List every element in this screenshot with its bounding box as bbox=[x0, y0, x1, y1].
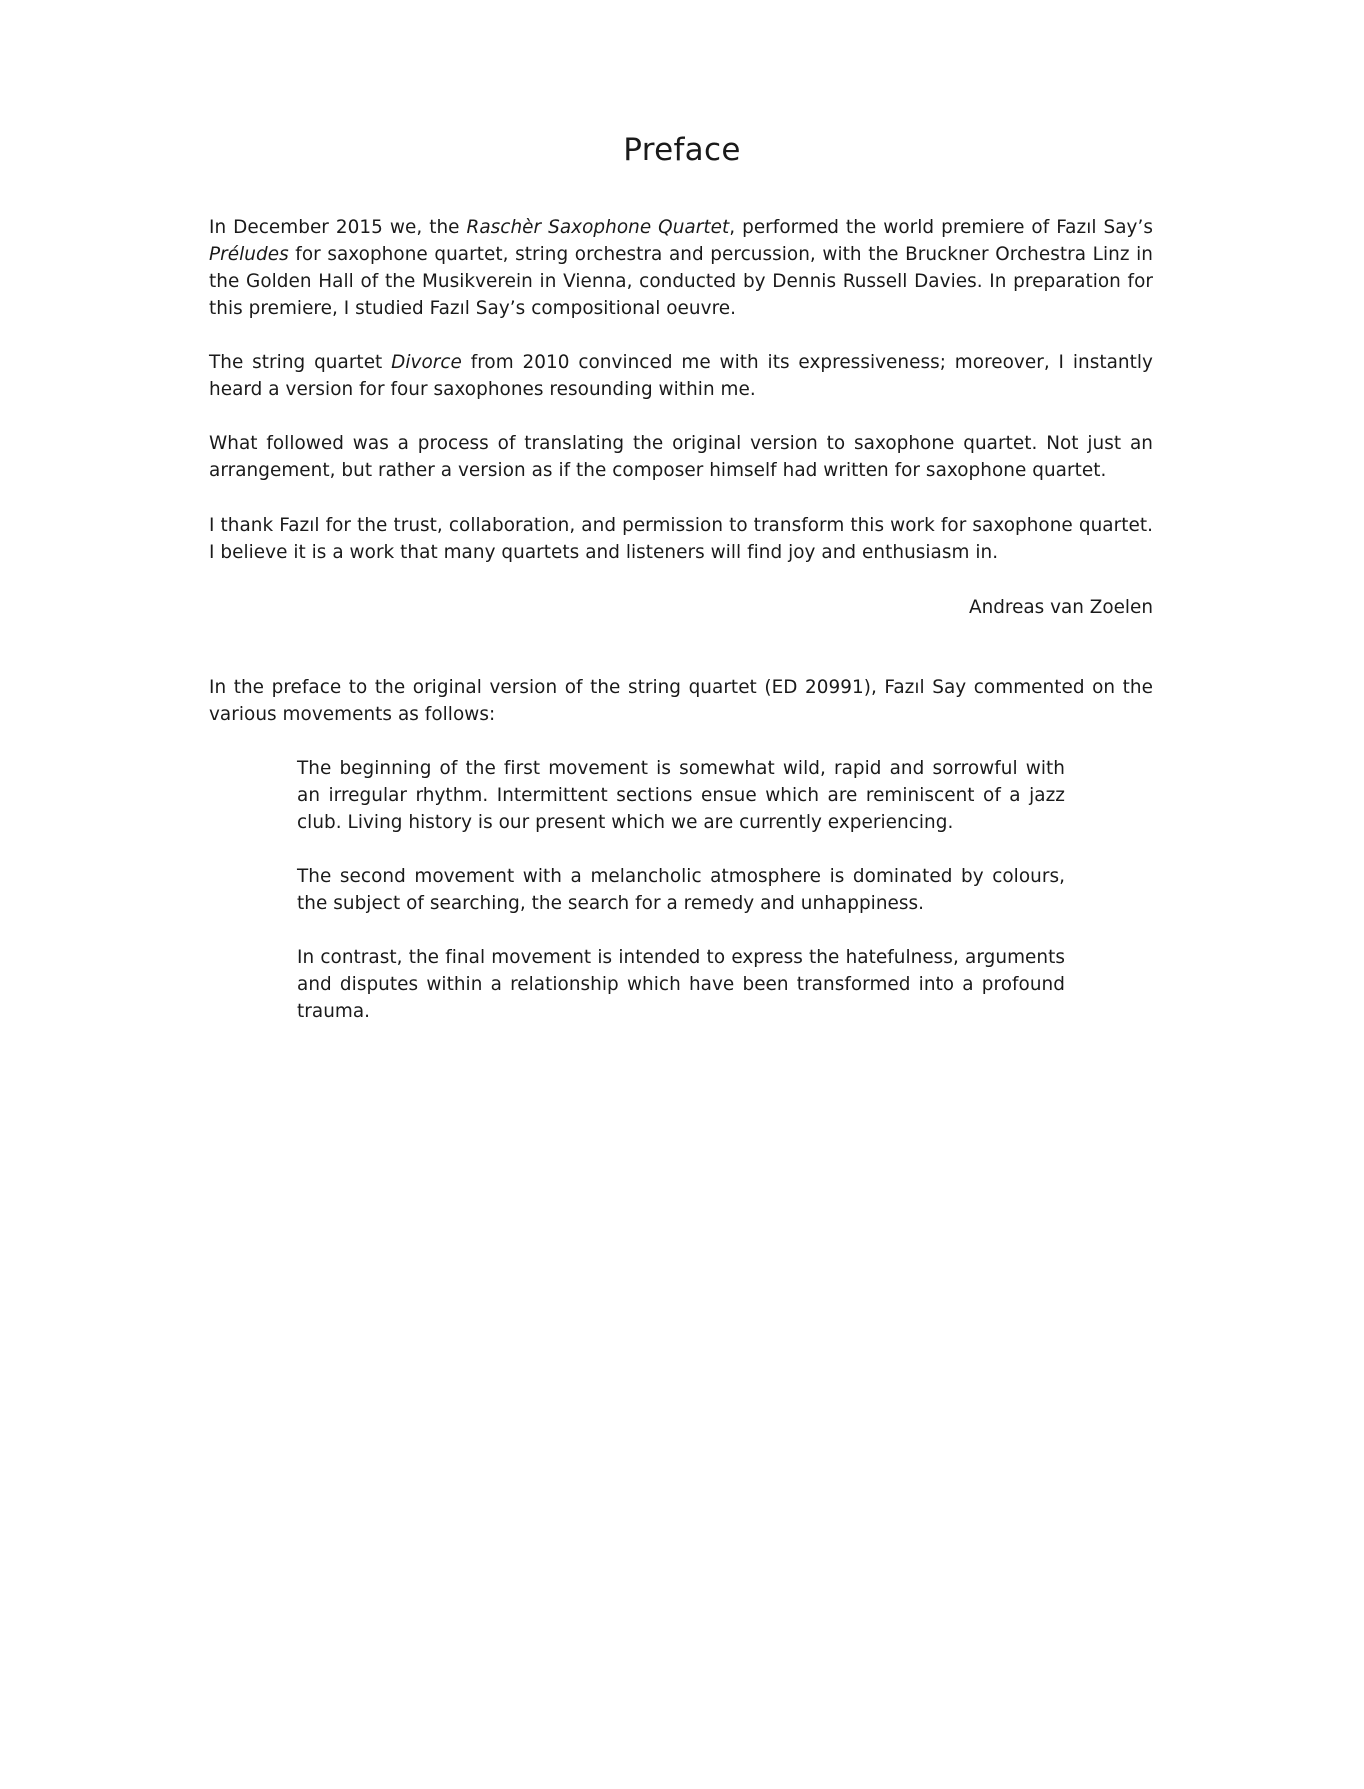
quartet-name: Raschèr Saxophone Quartet bbox=[466, 217, 730, 238]
quote-movement-3: In contrast, the final movement is intended to express the hatefulness, arguments and disputes within a relationship which have been transformed into a profound trauma. bbox=[297, 947, 1065, 1022]
text-run: In December 2015 we, the bbox=[209, 217, 467, 238]
text-run: for saxophone quartet, string orchestra and percussion, with the Bruckner Orchestra Linz in the Golden Hall of the Musikverein in Vienna, conducted by Dennis Russell Davies. In preparation for this premiere, I studied Fazıl Say’s compositional oeuvre. bbox=[209, 244, 1153, 319]
preface-paragraph-4: I thank Fazıl for the trust, collaboration, and permission to transform this work for saxophone quartet. I believe it is a work that many quartets and listeners will find joy and enthusiasm in. bbox=[209, 515, 1153, 563]
preface-paragraph-3: What followed was a process of translating the original version to saxophone quartet. Not just an arrangement, but rather a version as if the composer himself had written for saxophone quartet. bbox=[209, 433, 1153, 481]
page-title: Preface bbox=[623, 132, 741, 168]
preface-paragraph-5: In the preface to the original version of the string quartet (ED 20991), Fazıl Say commented on the various movements as follows: bbox=[209, 677, 1153, 725]
work-title-preludes: Préludes bbox=[209, 244, 289, 265]
author-signature: Andreas van Zoelen bbox=[969, 597, 1153, 618]
text-run: from 2010 convinced me with its expressiveness; moreover, I instantly heard a version for four saxophones resounding within me. bbox=[209, 352, 1153, 400]
preface-paragraph-2 bbox=[209, 349, 1153, 403]
preface-paragraph-1 bbox=[209, 214, 1153, 322]
text-run: , performed the world premiere of Fazıl Say’s bbox=[729, 217, 1153, 238]
text-run: The string quartet bbox=[209, 352, 392, 373]
work-title-divorce: Divorce bbox=[391, 352, 462, 373]
quote-movement-2: The second movement with a melancholic atmosphere is dominated by colours, the subject of searching, the search for a remedy and unhappiness. bbox=[297, 866, 1065, 914]
quote-movement-1: The beginning of the first movement is somewhat wild, rapid and sorrowful with an irregular rhythm. Intermittent sections ensue which are reminiscent of a jazz club. Living history is our present which we are currently experiencing. bbox=[297, 758, 1065, 833]
